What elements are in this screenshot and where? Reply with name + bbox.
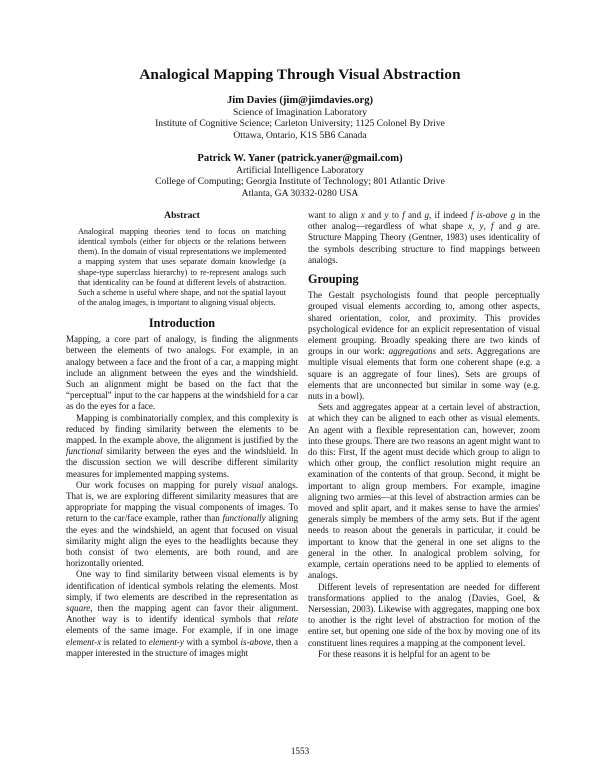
author-2-affil-1: Artificial Intelligence Laboratory [236, 165, 364, 176]
author-1-name: Jim Davies (jim@jimdavies.org) [226, 95, 374, 106]
left-column [66, 210, 298, 659]
author-2-affil-3: Atlanta, GA 30332-0280 USA [241, 187, 359, 199]
author-2-affil-2: College of Computing; Georgia Institute of Technology; 801 Atlantic Drive [155, 176, 445, 188]
author-1-affil-1: Science of Imagination Laboratory [233, 107, 367, 118]
abstract-text: Analogical mapping theories tend to focus on matching identical symbols (either for objects or the relations between them). In the domain of visual representations we implemented a mapping system that uses separate domain knowledge (a shape-type superclass hierarchy) to re-represent analogs such that identicality can be found at different levels of abstraction. Such a scheme is useful where shape, and not the spatial layout of the analog images, is important to aligning visual objects. [78, 227, 286, 307]
page-number: 1553 [290, 746, 310, 756]
grouping-paragraph-2: Sets and aggregates appear at a certain level of abstraction, at which they can be aligned to each other as visual elements. An agent with a flexible representation can, however, zoom into these groups. There are two reasons an agent might want to do this: First, If the agent must decide which group to align to which other group, the conflict resolution might require an examination of the contents of that group. Second, it might be important to align group members. For example, imagine aligning two armies—at this level of abstraction armies can be moved and split apart, and it makes sense to have the armies' generals simply be members of the army sets. But if the agent needs to reason about the generals in particular, it could be important to know that the general in one set aligns to the general in the other. In analogical problem solving, for example, certain operations need to be applied to elements of analogs. [308, 402, 540, 581]
grouping-heading: Grouping [308, 272, 359, 287]
grouping-paragraph-3: Different levels of representation are needed for different transformations applied to the analog (Davies, Goel, & Nersessian, 2003). Likewise with aggregates, mapping one box to another is the right level of abstraction for motion of the entire set, but opening one side of the box by moving one of its constituent lines requires a mapping at the component level. [308, 581, 540, 648]
paper-title: Analogical Mapping Through Visual Abstraction [139, 66, 461, 83]
author-block-2 [0, 152, 600, 199]
intro-paragraph-3: Our work focuses on mapping for purely visual analogs. That is, we are exploring different similarity measures that are appropriate for mapping the visual components of images. To return to the car/face example, rather than functionally aligning the eyes and the windshield, an agent that focused on visual similarity might align the eyes to the headlights because they both consist of two elements, are both round, and are horizontally oriented. [66, 479, 298, 569]
intro-paragraph-2: Mapping is combinatorially complex, and this complexity is reduced by finding similarity between the elements to be mapped. In the example above, the alignment is justified by the functional similarity between the eyes and the windshield. In the discussion section we will describe different similarity measures for implemented mapping systems. [66, 412, 298, 479]
author-2-name: Patrick W. Yaner (patrick.yaner@gmail.com) [197, 153, 403, 164]
introduction-heading: Introduction [148, 315, 216, 330]
intro-paragraph-1: Mapping, a core part of analogy, is finding the alignments between the elements of two analogs. For example, in an analogy between a face and the front of a car, a mapping might include an alignment between the eyes and the windshield. Such an alignment might be based on the fact that the “perceptual” input to the car happens at the windshield for a car as do the eyes for a face. [66, 334, 298, 412]
author-block-1 [0, 94, 600, 141]
author-1-affil-2: Institute of Cognitive Science; Carleton University; 1125 Colonel By Drive [155, 118, 445, 130]
intro-continuation: want to align x and y to f and g, if indeed f is-above g in the other analog—regardless of what shape x, y, f and g are. Structure Mapping Theory (Gentner, 1983) uses identicality of the symbols describing structure to find mappings between analogs. [308, 210, 541, 265]
intro-paragraph-4: One way to find similarity between visual elements is by identification of identical symbols relating the elements. Most simply, if two elements are described in the representation as square, then the mapping agent can favor their alignment. Another way is to identify identical symbols that relate elements of the same image. For example, if in one image element-x is related to element-y with a symbol is-above, then a mapper interested in the structure of images might [66, 569, 298, 658]
right-column [308, 210, 540, 660]
abstract-heading: Abstract [164, 210, 200, 221]
grouping-paragraph-4: For these reasons it is helpful for an agent to be [318, 648, 490, 659]
grouping-paragraph-1: The Gestalt psychologists found that people perceptually grouped visual elements according to, among other aspects, shared orientation, color, and proximity. This provides psychological evidence for an explicit representation of visual element grouping. Broadly speaking there are two kinds of groups in our work: aggregations and sets. Aggregations are multiple visual elements that form one coherent shape (e.g. a square is an aggregate of four lines). Sets are groups of elements that are unconnected but similar in some way (e.g. nuts in a bowl). [308, 290, 540, 402]
author-1-affil-3: Ottawa, Ontario, K1S 5B6 Canada [233, 129, 367, 141]
